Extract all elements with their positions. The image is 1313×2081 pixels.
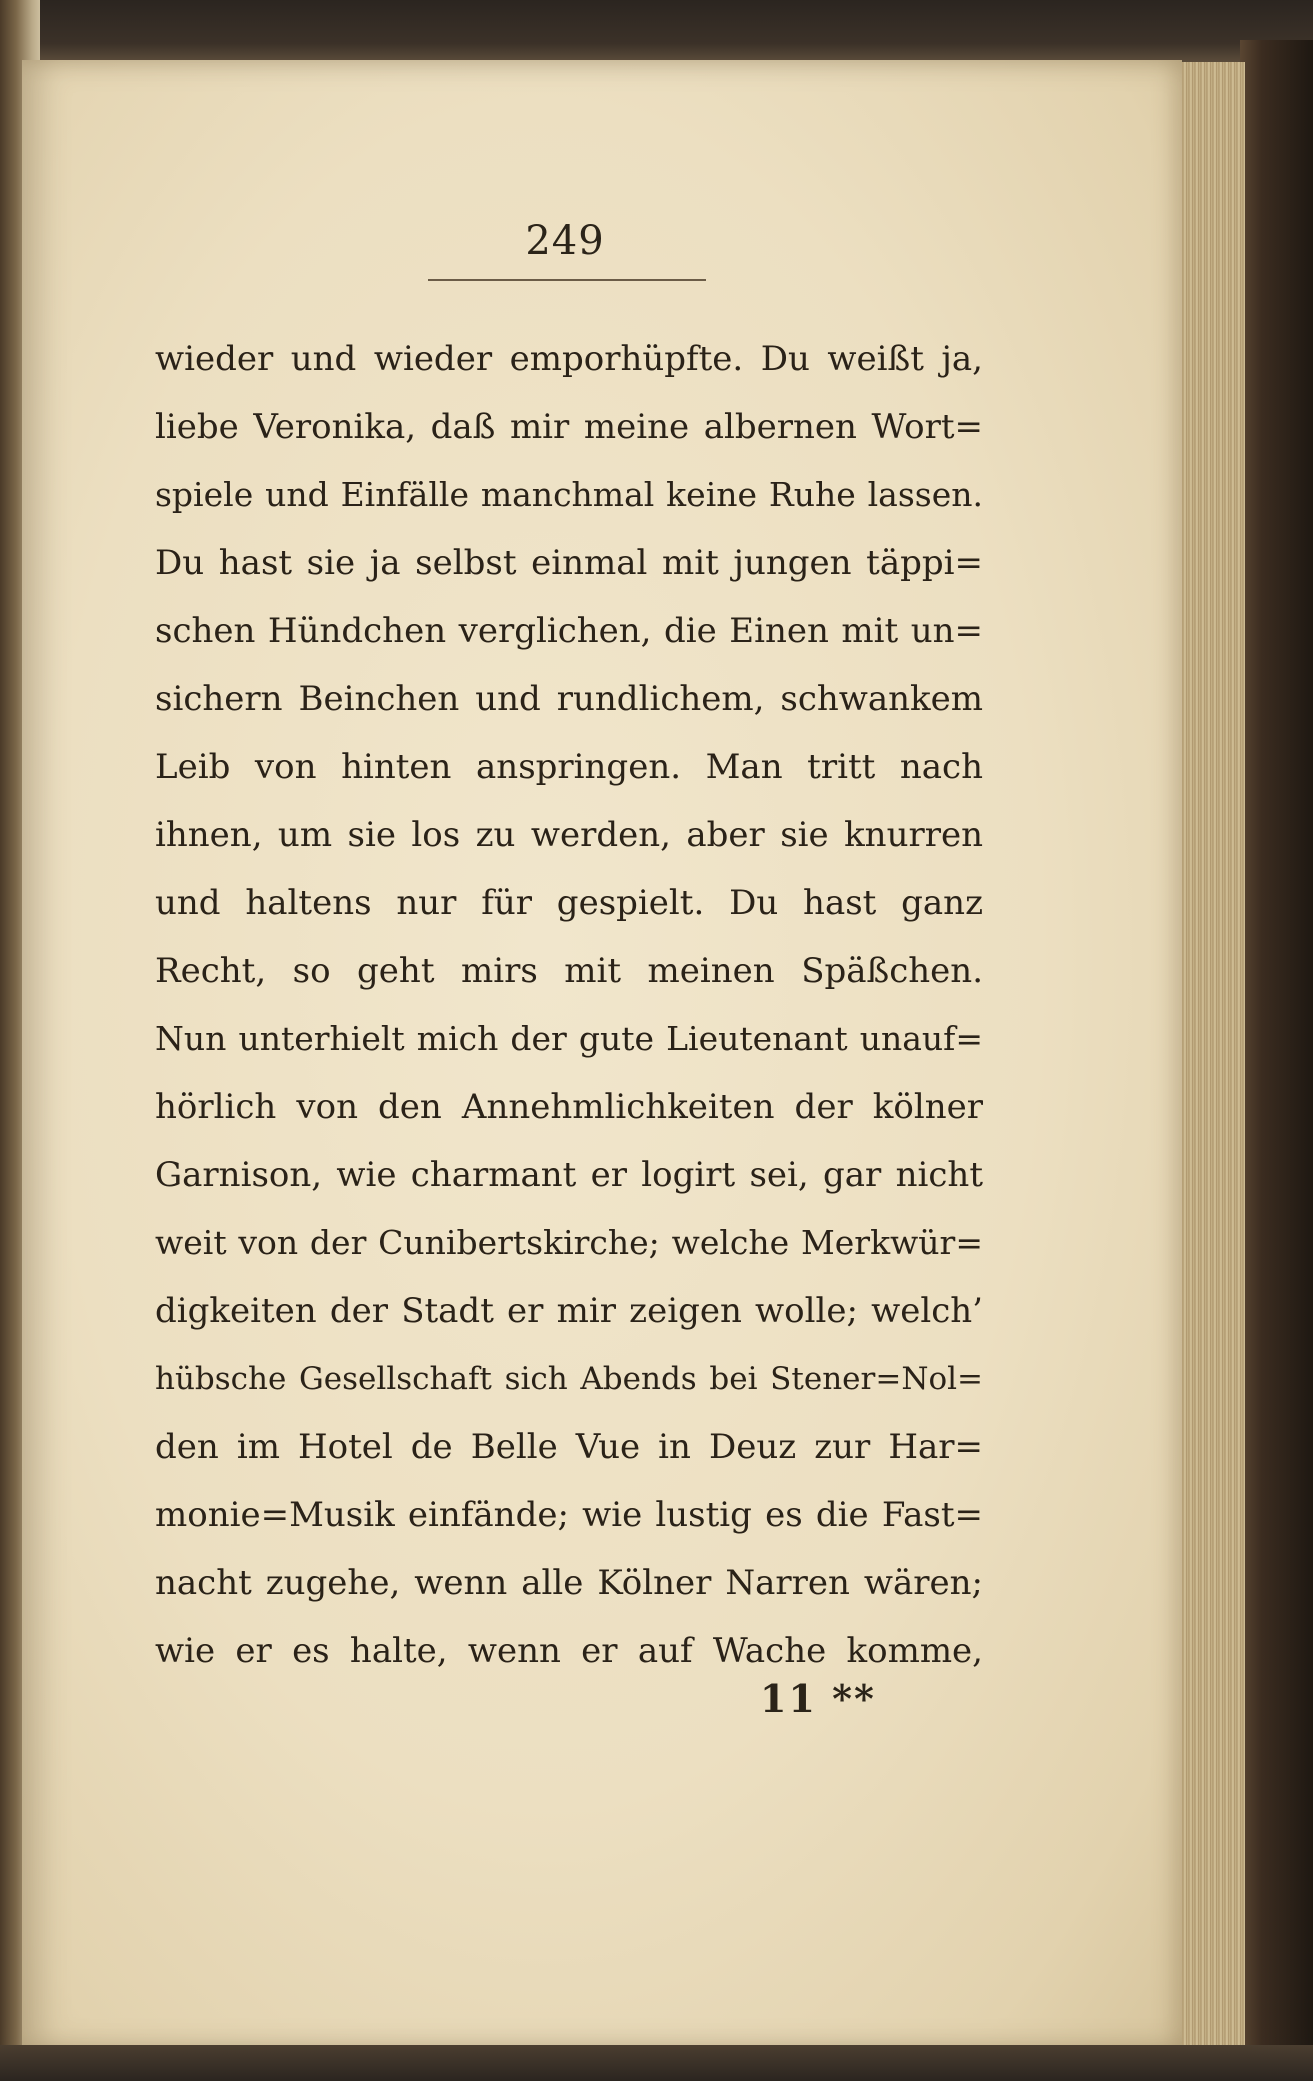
text-line: liebe Veronika, daß mir meine albernen Wort=	[155, 407, 983, 447]
page-stack-edge	[1175, 62, 1245, 2052]
text-line: Recht, so geht mirs mit meinen Späßchen.	[155, 951, 983, 991]
text-line: nacht zugehe, wenn alle Kölner Narren wären;	[155, 1563, 983, 1603]
text-line: sichern Beinchen und rundlichem, schwankem	[155, 679, 983, 719]
signature-mark: 11 **	[760, 1676, 876, 1721]
text-line: hübsche Gesellschaft sich Abends bei Stener=Nol=	[155, 1361, 983, 1397]
text-line: Du hast sie ja selbst einmal mit jungen täppi=	[155, 543, 983, 583]
text-line: spiele und Einfälle manchmal keine Ruhe lassen.	[155, 475, 983, 514]
text-line: Leib von hinten anspringen. Man tritt nach	[155, 747, 983, 787]
body-text	[155, 325, 983, 1685]
book-top-edge	[0, 0, 1313, 62]
text-line: wie er es halte, wenn er auf Wache komme,	[155, 1631, 983, 1671]
header-rule	[428, 279, 706, 281]
book-cover-right	[1240, 40, 1313, 2050]
text-line: Garnison, wie charmant er logirt sei, gar nicht	[155, 1155, 983, 1195]
text-line: den im Hotel de Belle Vue in Deuz zur Har=	[155, 1427, 983, 1467]
page-number: 249	[525, 218, 605, 264]
text-line: und haltens nur für gespielt. Du hast ganz	[155, 883, 983, 923]
text-line: Nun unterhielt mich der gute Lieutenant unauf=	[155, 1019, 983, 1058]
text-line: weit von der Cunibertskirche; welche Merkwür=	[155, 1223, 983, 1262]
text-line: wieder und wieder emporhüpfte. Du weißt ja,	[155, 339, 983, 379]
text-line: monie=Musik einfände; wie lustig es die Fast=	[155, 1495, 983, 1535]
text-line: ihnen, um sie los zu werden, aber sie knurren	[155, 815, 983, 855]
text-line: hörlich von den Annehmlichkeiten der kölner	[155, 1087, 983, 1127]
text-line: schen Hündchen verglichen, die Einen mit un=	[155, 611, 983, 651]
book-bottom-edge	[0, 2045, 1313, 2081]
text-line: digkeiten der Stadt er mir zeigen wolle; welch’	[155, 1291, 983, 1331]
